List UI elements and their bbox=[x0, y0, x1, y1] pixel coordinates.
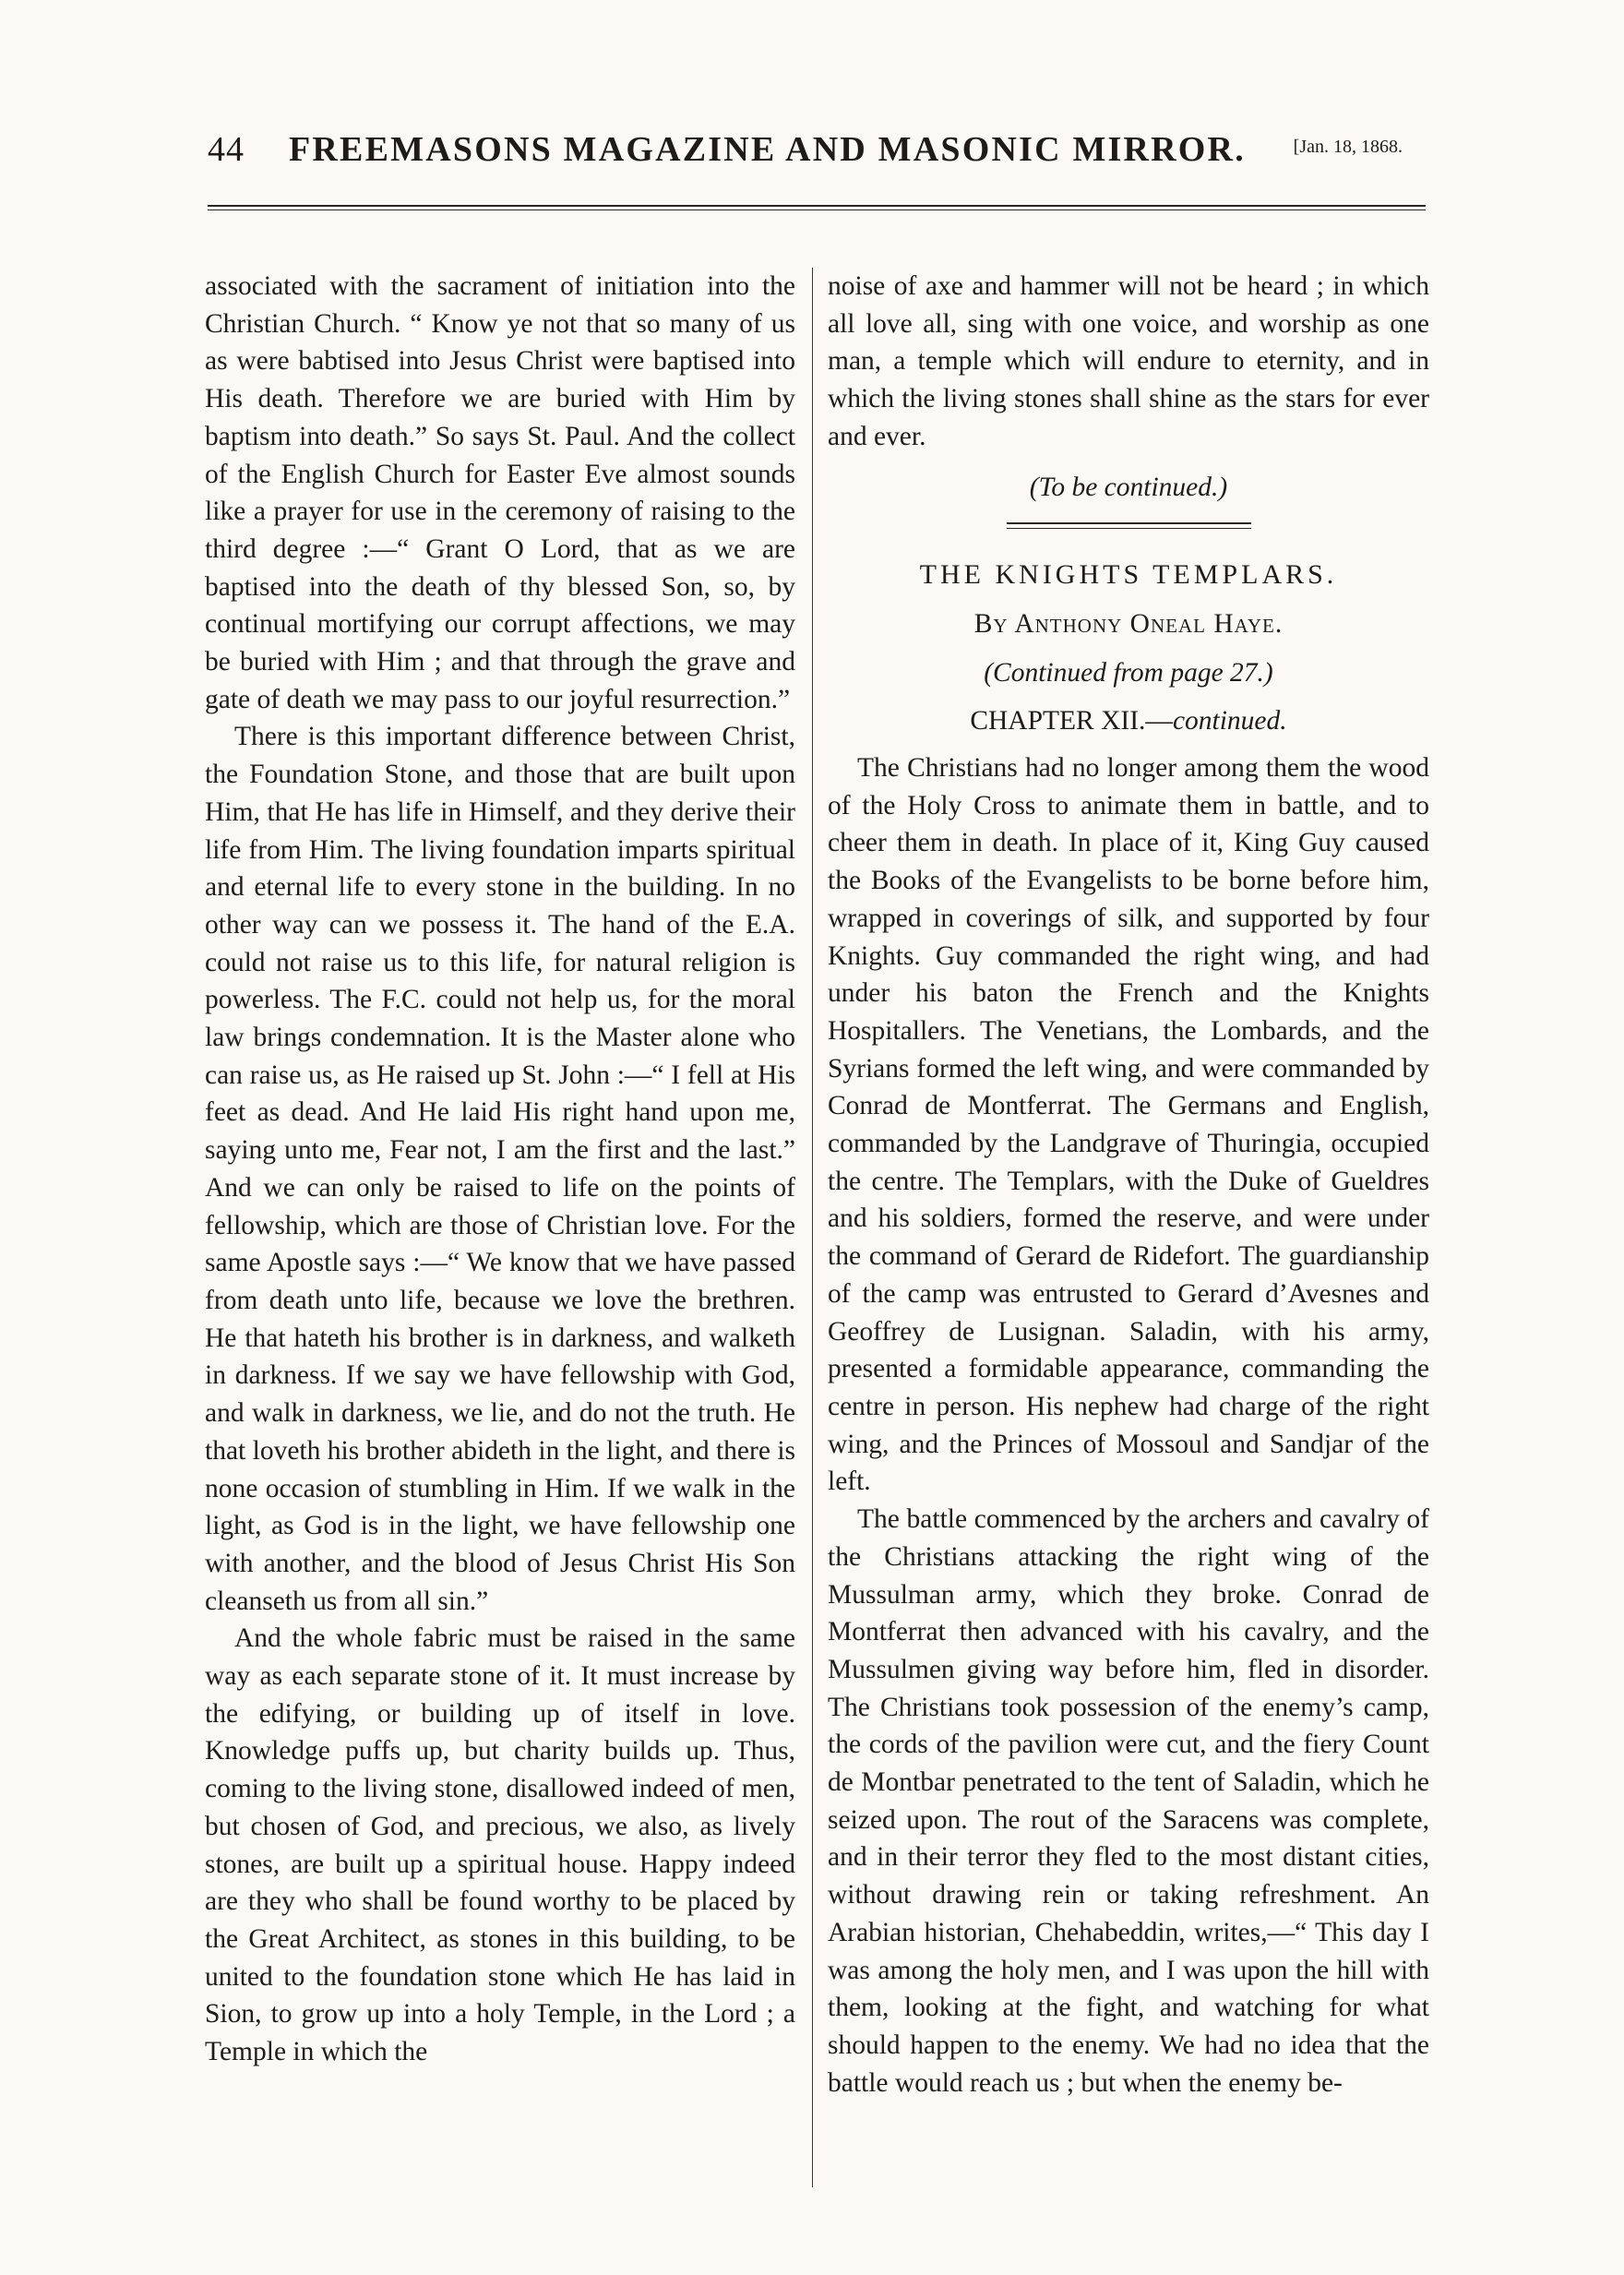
running-title: FREEMASONS MAGAZINE AND MASONIC MIRROR. bbox=[289, 130, 1246, 169]
header-rule bbox=[208, 205, 1426, 207]
chapter-label: CHAPTER XII.— bbox=[970, 706, 1173, 736]
issue-date: [Jan. 18, 1868. bbox=[1293, 137, 1403, 157]
article-title: THE KNIGHTS TEMPLARS. bbox=[919, 559, 1338, 591]
right-continuation: noise of axe and hammer will not be heard ; in which all love all, sing with one voice, and worship as one man, a temple which will endure to eternity, and in which the living stones shall shine as the stars for ever and ever. bbox=[828, 271, 1429, 451]
page-number: 44 bbox=[208, 130, 245, 169]
byline: By Anthony Oneal Haye. bbox=[973, 608, 1284, 639]
continued-from: (Continued from page 27.) bbox=[984, 657, 1273, 688]
chapter-suffix: continued. bbox=[1172, 706, 1287, 736]
page-header bbox=[208, 129, 1403, 175]
column-divider bbox=[812, 268, 813, 2187]
left-paragraph-3: And the whole fabric must be raised in the same way as each separate stone of it. It must increase by the edifying, or building up of itself in love. Knowledge puffs up, but charity builds up. Thus, coming to the living stone, disallowed indeed of men, but chosen of God, and precious, we also, as lively stones, are built up a spiritual house. Happy indeed are they who shall be found worthy to be placed by the Great Architect, as stones in this building, to be united to the foundation stone which He has laid in Sion, to grow up into a holy Temple, in the Lord ; a Temple in which the bbox=[205, 1623, 795, 2067]
right-paragraph-1: The Christians had no longer among them the wood of the Holy Cross to animate them in battle, and to cheer them in death. In place of it, King Guy caused the Books of the Evangelists to be borne before him, wrapped in coverings of silk, and supported by four Knights. Guy commanded the right wing, and had under his baton the French and the Knights Hospitallers. The Venetians, the Lombards, and the Syrians formed the left wing, and were commanded by Conrad de Montferrat. The Germans and English, commanded by the Landgrave of Thuringia, occupied the centre. The Templars, with the Duke of Gueldres and his soldiers, formed the reserve, and were under the command of Gerard de Ridefort. The guardianship of the camp was entrusted to Gerard d’Avesnes and Geoffrey de Lusignan. Saladin, with his army, presented a formidable appearance, commanding the centre in person. His nephew had charge of the right wing, and the Princes of Mossoul and Sandjar of the left. bbox=[828, 753, 1429, 1497]
left-paragraph-1: associated with the sacrament of initiation into the Christian Church. “ Know ye not that so many of us as were babtised into Jesus Christ were baptised into His death. Therefore we are buried with Him by baptism into death.” So says St. Paul. And the collect of the English Church for Easter Eve almost sounds like a prayer for use in the ceremony of raising to the third degree :—“ Grant O Lord, that as we are baptised into the death of thy blessed Son, so, by continual mortifying our corrupt affections, we may be buried with Him ; and that through the grave and gate of death we may pass to our joyful resurrection.” bbox=[205, 271, 795, 714]
chapter-heading bbox=[828, 702, 1429, 740]
right-paragraph-2: The battle commenced by the archers and cavalry of the Christians attacking the right wing of the Mussulman army, which they broke. Conrad de Montferrat then advanced with his cavalry, and the Mussulmen giving way before him, fled in disorder. The Christians took possession of the enemy’s camp, the cords of the pavilion were cut, and the fiery Count de Montbar penetrated to the tent of Saladin, which he seized upon. The rout of the Saracens was complete, and in their terror they fled to the most distant cities, without drawing rein or taking refreshment. An Arabian historian, Chehabeddin, writes,—“ This day I was among the holy men, and I was upon the hill with them, looking at the fight, and watching for what should happen to the enemy. We had no idea that the battle would reach us ; but when the enemy be- bbox=[828, 1504, 1429, 2098]
to-be-continued: (To be continued.) bbox=[1029, 472, 1228, 502]
left-column bbox=[205, 268, 795, 2071]
section-rule bbox=[1007, 522, 1251, 529]
left-paragraph-2: There is this important difference between Christ, the Foundation Stone, and those that are built upon Him, that He has life in Himself, and they derive their life from Him. The living foundation imparts spiritual and eternal life to every stone in the building. In no other way can we possess it. The hand of the E.A. could not raise us to this life, for natural religion is powerless. The F.C. could not help us, for the moral law brings condemnation. It is the Master alone who can raise us, as He raised up St. John :—“ I fell at His feet as dead. And He laid His right hand upon me, saying unto me, Fear not, I am the first and the last.” And we can only be raised to life on the points of fellowship, which are those of Christian love. For the same Apostle says :—“ We know that we have passed from death unto life, because we love the brethren. He that hateth his brother is in darkness, and walketh in darkness. If we say we have fellowship with God, and walk in darkness, we lie, and do not the truth. He that loveth his brother abideth in the light, and there is none occasion of stumbling in Him. If we walk in the light, as God is in the light, we have fellowship one with another, and the blood of Jesus Christ His Son cleanseth us from all sin.” bbox=[205, 722, 795, 1616]
right-column bbox=[828, 268, 1429, 2101]
